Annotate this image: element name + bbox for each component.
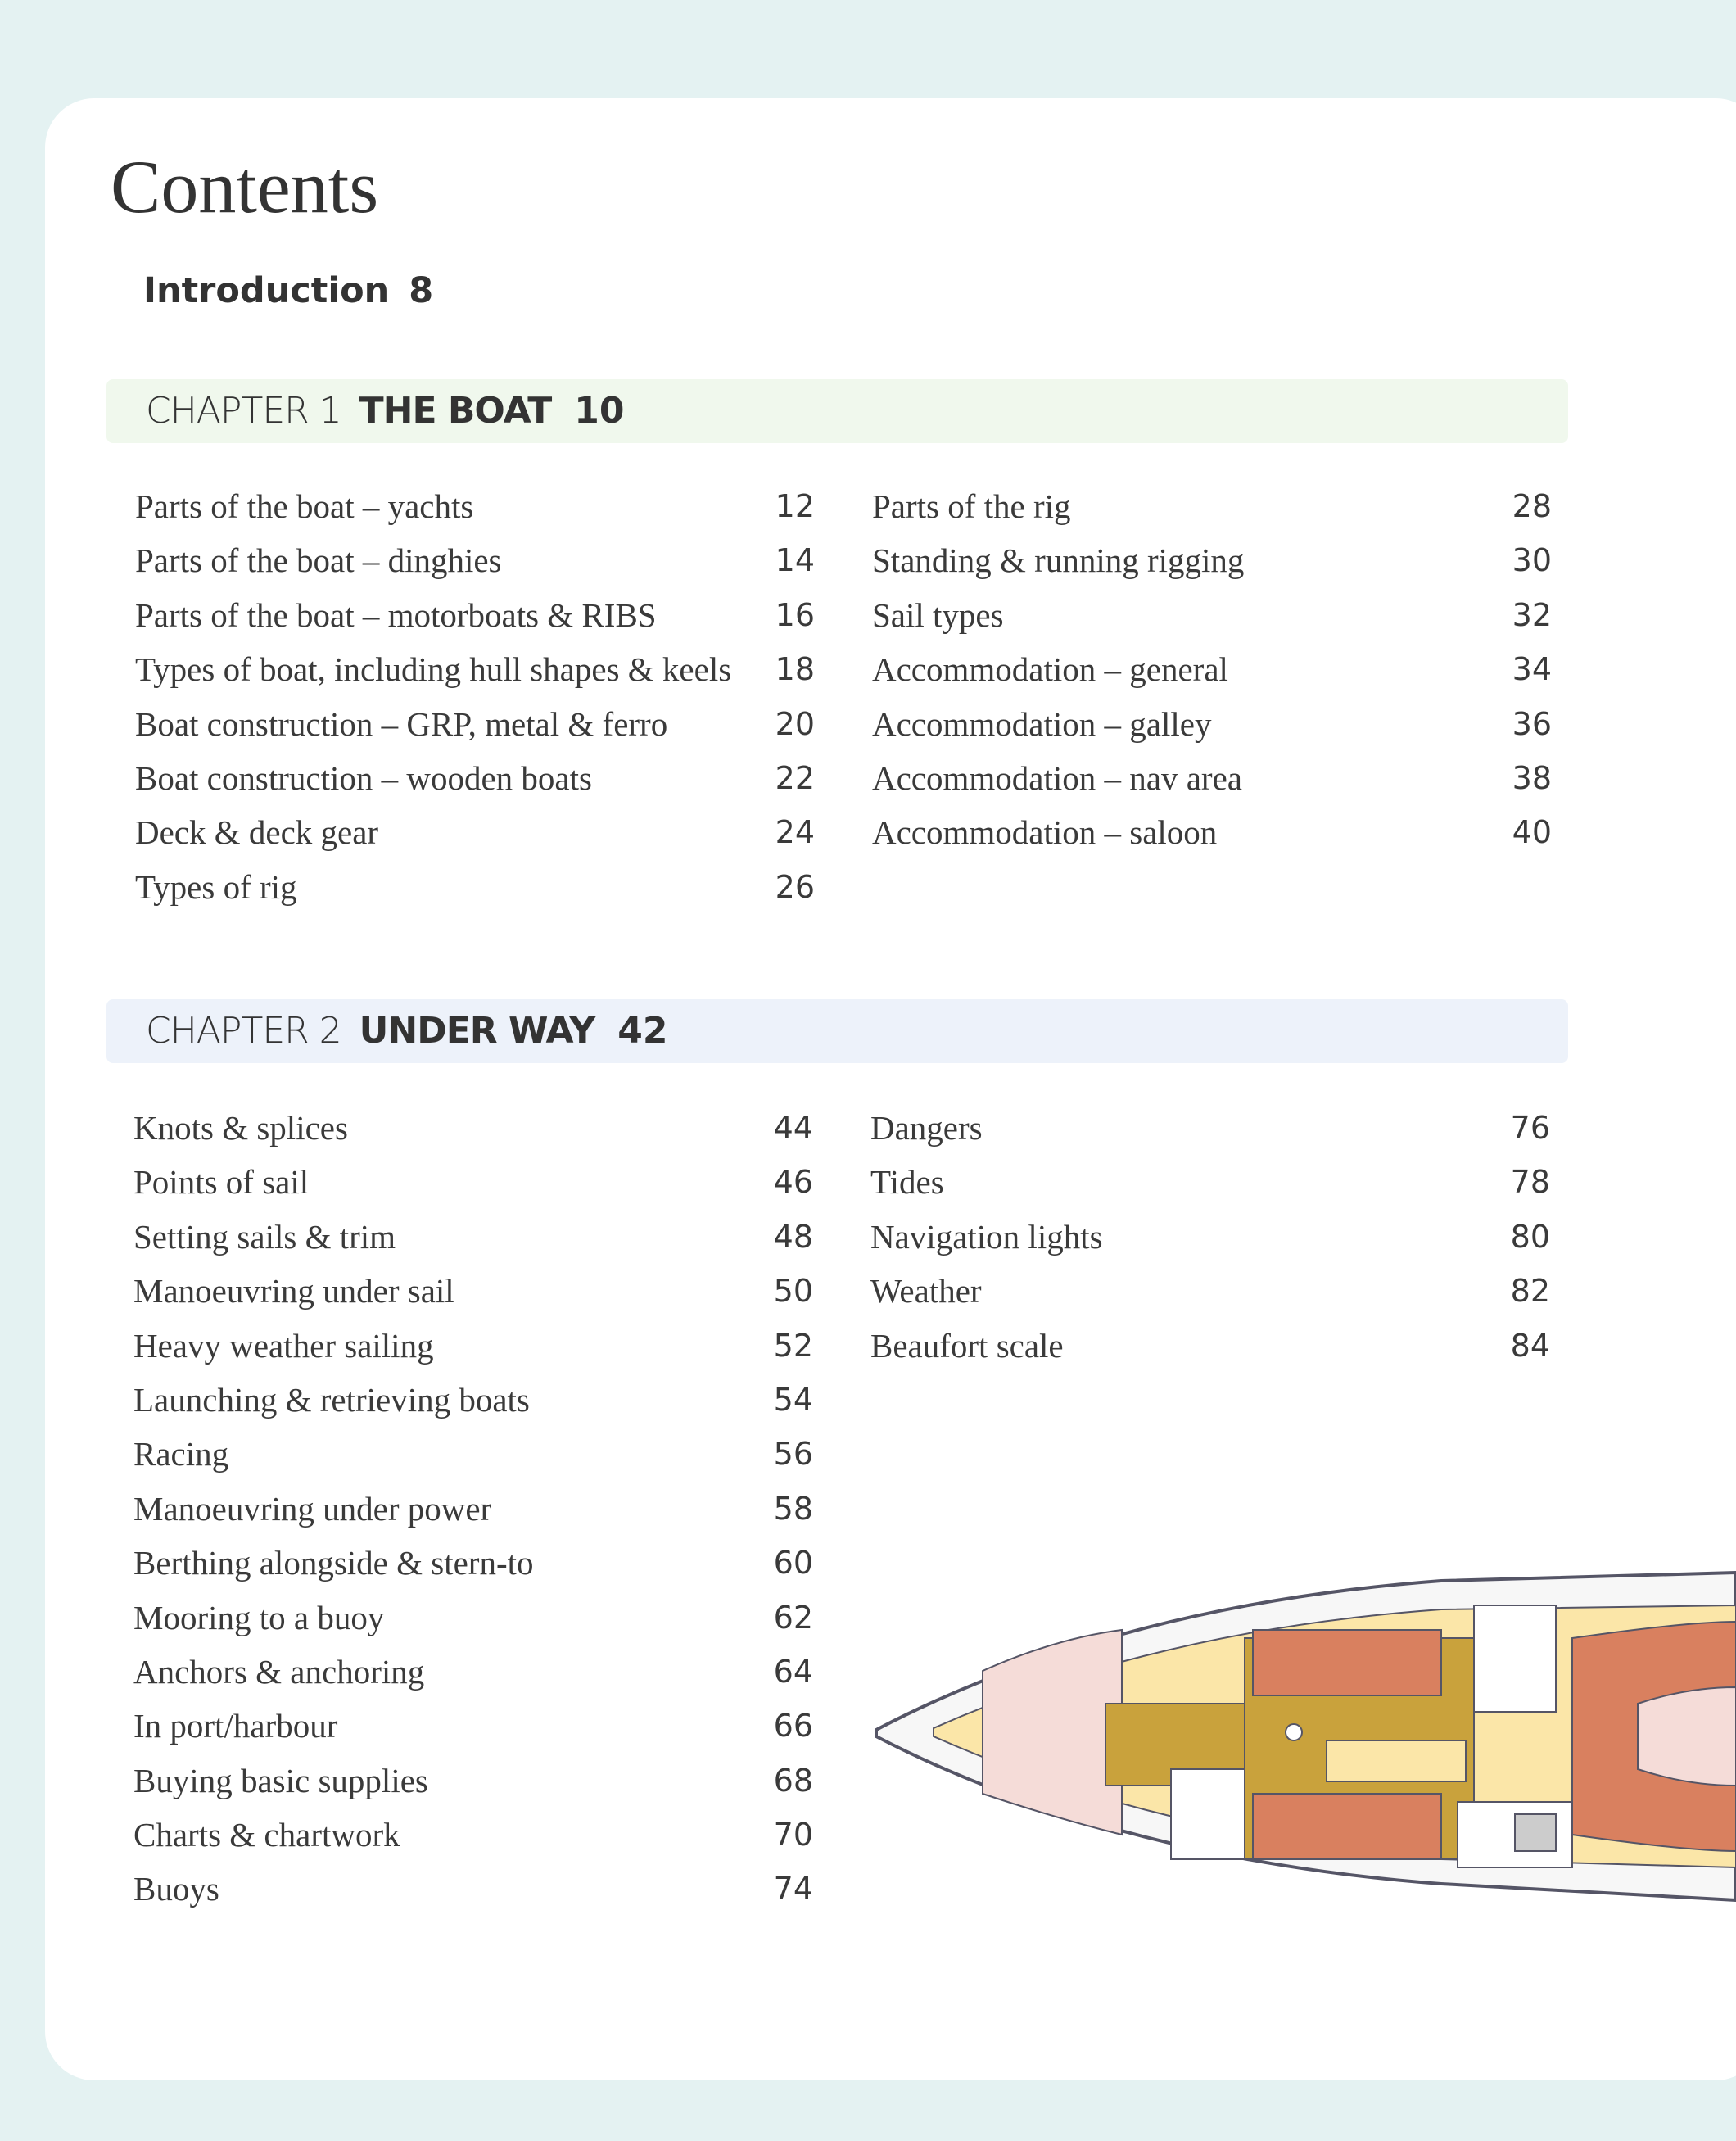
entry-title: Anchors & anchoring — [133, 1652, 425, 1691]
entry-page: 46 — [773, 1164, 813, 1201]
entry-title: Berthing alongside & stern-to — [133, 1544, 534, 1582]
entry-page: 40 — [1512, 814, 1552, 851]
entry-page: 30 — [1512, 542, 1552, 579]
toc-entry[interactable] — [135, 751, 815, 805]
toc-entry[interactable] — [870, 1155, 1550, 1209]
entry-page: 50 — [773, 1273, 813, 1310]
toc-entry[interactable] — [133, 1264, 813, 1318]
toc-entry[interactable] — [133, 1536, 813, 1590]
entry-title: Sail types — [872, 595, 1004, 634]
entry-title: In port/harbour — [133, 1707, 338, 1745]
entry-title: Tides — [870, 1163, 944, 1202]
toc-entry[interactable] — [133, 1645, 813, 1699]
entry-title: Parts of the rig — [872, 487, 1071, 525]
entry-page: 20 — [775, 705, 815, 742]
entry-page: 44 — [773, 1110, 813, 1146]
entry-title: Manoeuvring under power — [133, 1489, 492, 1528]
toc-entry[interactable] — [133, 1155, 813, 1209]
chapter-label: CHAPTER 2 — [146, 1010, 341, 1052]
entry-title: Mooring to a buoy — [133, 1598, 385, 1636]
entry-page: 52 — [773, 1327, 813, 1364]
entry-title: Accommodation – saloon — [872, 813, 1218, 852]
entry-page: 70 — [773, 1817, 813, 1854]
entry-title: Boat construction – GRP, metal & ferro — [135, 704, 668, 743]
entry-page: 56 — [773, 1436, 813, 1473]
entry-title: Setting sails & trim — [133, 1217, 396, 1256]
chapter-1-right-column — [872, 479, 1552, 860]
entry-title: Standing & running rigging — [872, 541, 1245, 580]
entry-title: Buoys — [133, 1870, 219, 1908]
entry-page: 12 — [775, 488, 815, 524]
toc-entry[interactable] — [872, 751, 1552, 805]
toc-entry[interactable] — [870, 1264, 1550, 1318]
page-title: Contents — [111, 145, 379, 229]
toc-entry[interactable] — [872, 479, 1552, 533]
entry-page: 54 — [773, 1381, 813, 1418]
entry-title: Parts of the boat – motorboats & RIBS — [135, 595, 657, 634]
entry-page: 80 — [1510, 1218, 1550, 1255]
entry-title: Points of sail — [133, 1163, 310, 1202]
entry-page: 62 — [773, 1599, 813, 1636]
toc-entry[interactable] — [135, 479, 815, 533]
entry-title: Launching & retrieving boats — [133, 1380, 530, 1419]
entry-page: 28 — [1512, 488, 1552, 524]
introduction-page: 8 — [409, 270, 434, 311]
entry-page: 26 — [775, 868, 815, 905]
entry-page: 60 — [773, 1545, 813, 1582]
entry-title: Boat construction – wooden boats — [135, 758, 592, 797]
toc-entry[interactable] — [133, 1373, 813, 1427]
toc-entry[interactable] — [133, 1808, 813, 1862]
toc-entry[interactable] — [135, 533, 815, 587]
introduction-entry[interactable] — [143, 270, 433, 311]
toc-entry[interactable] — [872, 697, 1552, 751]
entry-page: 68 — [773, 1762, 813, 1799]
entry-title: Accommodation – nav area — [872, 758, 1242, 797]
toc-entry[interactable] — [870, 1319, 1550, 1373]
entry-title: Parts of the boat – yachts — [135, 487, 474, 525]
chapter-2-left-column — [133, 1101, 813, 1917]
entry-page: 76 — [1510, 1110, 1550, 1146]
entry-page: 14 — [775, 542, 815, 579]
chapter-2-heading[interactable] — [106, 999, 1568, 1063]
entry-page: 36 — [1512, 705, 1552, 742]
boat-layout-illustration — [868, 1540, 1736, 1925]
entry-title: Accommodation – general — [872, 650, 1228, 689]
chapter-1-left-column — [135, 479, 815, 914]
entry-title: Parts of the boat – dinghies — [135, 541, 502, 580]
entry-page: 48 — [773, 1218, 813, 1255]
toc-entry[interactable] — [872, 533, 1552, 587]
entry-title: Dangers — [870, 1109, 983, 1147]
entry-page: 18 — [775, 651, 815, 688]
entry-title: Accommodation – galley — [872, 704, 1212, 743]
toc-entry[interactable] — [133, 1101, 813, 1155]
entry-title: Buying basic supplies — [133, 1761, 428, 1799]
entry-page: 82 — [1510, 1273, 1550, 1310]
entry-page: 22 — [775, 759, 815, 796]
toc-entry[interactable] — [133, 1862, 813, 1916]
entry-title: Types of boat, including hull shapes & keels — [135, 650, 732, 689]
introduction-label: Introduction — [143, 270, 390, 311]
entry-page: 16 — [775, 596, 815, 633]
toc-entry[interactable] — [133, 1210, 813, 1264]
toc-entry[interactable] — [872, 805, 1552, 859]
toc-entry[interactable] — [133, 1427, 813, 1481]
entry-page: 58 — [773, 1490, 813, 1527]
toc-entry[interactable] — [133, 1754, 813, 1808]
chapter-name: UNDER WAY — [359, 1010, 595, 1052]
toc-entry[interactable] — [133, 1591, 813, 1645]
toc-entry[interactable] — [135, 642, 815, 696]
chapter-name: THE BOAT — [359, 390, 552, 432]
entry-title: Manoeuvring under sail — [133, 1272, 454, 1310]
chapter-1-heading[interactable] — [106, 379, 1568, 443]
entry-title: Navigation lights — [870, 1217, 1103, 1256]
entry-title: Heavy weather sailing — [133, 1326, 434, 1365]
entry-page: 38 — [1512, 759, 1552, 796]
toc-entry[interactable] — [135, 588, 815, 642]
entry-page: 84 — [1510, 1327, 1550, 1364]
toc-entry[interactable] — [133, 1482, 813, 1536]
toc-entry[interactable] — [872, 642, 1552, 696]
entry-title: Types of rig — [135, 867, 297, 906]
toc-entry[interactable] — [133, 1319, 813, 1373]
chapter-page: 10 — [574, 390, 625, 432]
entry-title: Deck & deck gear — [135, 813, 379, 852]
entry-page: 64 — [773, 1653, 813, 1690]
entry-page: 24 — [775, 814, 815, 851]
entry-page: 78 — [1510, 1164, 1550, 1201]
entry-title: Weather — [870, 1272, 982, 1310]
entry-page: 32 — [1512, 596, 1552, 633]
chapter-label: CHAPTER 1 — [146, 390, 341, 432]
toc-entry[interactable] — [870, 1210, 1550, 1264]
toc-entry[interactable] — [135, 697, 815, 751]
entry-page: 74 — [773, 1871, 813, 1908]
toc-entry[interactable] — [133, 1699, 813, 1753]
chapter-page: 42 — [617, 1010, 668, 1052]
chapter-2-right-column — [870, 1101, 1550, 1373]
entry-page: 66 — [773, 1708, 813, 1745]
entry-title: Charts & chartwork — [133, 1816, 400, 1854]
entry-page: 34 — [1512, 651, 1552, 688]
entry-title: Knots & splices — [133, 1109, 348, 1147]
toc-entry[interactable] — [135, 860, 815, 914]
toc-entry[interactable] — [135, 805, 815, 859]
toc-entry[interactable] — [870, 1101, 1550, 1155]
toc-entry[interactable] — [872, 588, 1552, 642]
entry-title: Racing — [133, 1435, 229, 1473]
entry-title: Beaufort scale — [870, 1326, 1064, 1365]
